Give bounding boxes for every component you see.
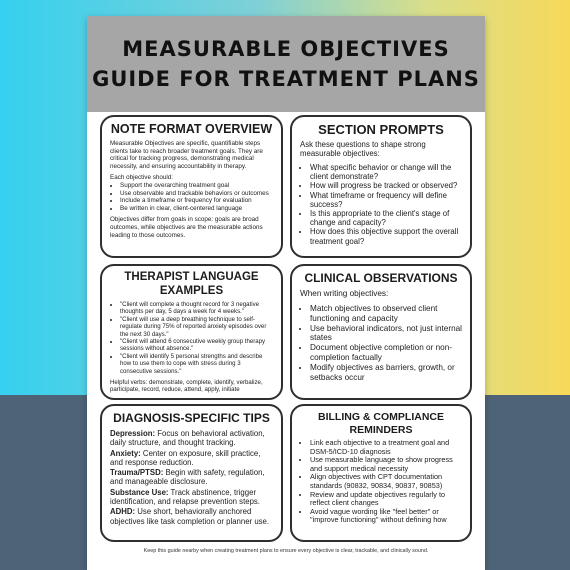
diagnosis-tip	[110, 429, 273, 448]
list-item: • Use observable and trackable behaviors or outcomes	[120, 190, 273, 198]
note-format-closing: Objectives differ from goals in scope: goals are broad outcomes, while objectives are the measurable actions leading to those outcomes.	[110, 216, 263, 239]
list-item: • What specific behavior or change will the client demonstrate?	[310, 163, 462, 181]
list-item: • What timeframe or frequency will define success?	[310, 191, 462, 209]
clinical-observations-lead: When writing objectives:	[300, 289, 389, 298]
list-item: • How does this objective support the overall treatment goal?	[310, 227, 462, 245]
diagnosis-label: Anxiety:	[110, 448, 141, 458]
list-item: • Avoid vague wording like "feel better" or "improve functioning" without defining how	[310, 508, 462, 525]
list-item: • Support the overarching treatment goal	[120, 182, 273, 190]
section-prompts-list	[310, 163, 462, 246]
therapist-language-title-line-2: EXAMPLES	[159, 284, 224, 297]
list-item: • Include a timeframe or frequency for evaluation	[120, 197, 273, 205]
diagnosis-text: Track abstinence, trigger identification, and relapse prevention steps.	[110, 487, 260, 507]
list-item: • "Client will identify 5 personal strengths and describe how to use them to cope with stress during 3 consecutive sessions."	[120, 353, 273, 375]
title-line-1: MEASURABLE OBJECTIVES	[122, 37, 450, 61]
diagnosis-text: Use short, behaviorally anchored objectives like task completion or planner use.	[110, 507, 270, 526]
note-format-list-lead: Each objective should:	[110, 174, 174, 182]
note-format-list	[120, 182, 273, 212]
footer-note: Keep this guide nearby when creating treatment plans to ensure every objective is clear, trackable, and clinically sound.	[143, 548, 429, 554]
diagnosis-tip	[110, 488, 273, 507]
diagnosis-text: Center on exposure, skill practice, and response reduction.	[110, 448, 261, 467]
list-item: • Review and update objectives regularly to reflect client changes	[310, 491, 462, 508]
list-item: • How will progress be tracked or observed?	[310, 181, 462, 190]
clinical-observations-list	[310, 304, 462, 382]
list-item: • Use measurable language to show progress and support medical necessity	[310, 456, 462, 473]
billing-title-line-1: BILLING & COMPLIANCE	[318, 411, 444, 423]
list-item: • Align objectives with CPT documentation standards (90832, 90834, 90837, 90853)	[310, 473, 462, 490]
title-line-2: GUIDE FOR TREATMENT PLANS	[92, 67, 480, 91]
billing-list	[310, 439, 462, 525]
note-format-card	[100, 115, 283, 258]
list-item: • Use behavioral indicators, not just internal states	[310, 324, 462, 344]
list-item: • Link each objective to a treatment goal and DSM-5/ICD-10 diagnosis	[310, 439, 462, 456]
diagnosis-tip	[110, 449, 273, 468]
diagnosis-text: Focus on behavioral activation, daily structure, and thought tracking.	[110, 429, 265, 448]
note-format-intro: Measurable Objectives are specific, quantifiable steps clients take to reach broader treatment goals. They are critical for tracking progress, demonstrating medical necessity, and ensuring accountability in therapy.	[110, 140, 263, 170]
diagnosis-text: Begin with safety, regulation, and manageable disclosure.	[110, 468, 265, 487]
clinical-observations-card	[290, 264, 472, 400]
list-item: • Be written in clear, client-centered language	[120, 205, 273, 213]
list-item: • Is this appropriate to the client's stage of change and capacity?	[310, 209, 462, 227]
clinical-observations-title: CLINICAL OBSERVATIONS	[304, 271, 458, 285]
therapist-language-title-line-1: THERAPIST LANGUAGE	[124, 271, 259, 283]
diagnosis-label: Depression:	[110, 429, 156, 438]
list-item: • "Client will attend 6 consecutive weekly group therapy sessions without absence."	[120, 338, 273, 353]
list-item: • "Client will use a deep breathing technique to self-regulate during 75% of reported anxiety episodes over the next 30 days."	[120, 316, 273, 338]
therapist-language-card	[100, 264, 283, 400]
diagnosis-tip	[110, 468, 273, 487]
diagnosis-tips-title: DIAGNOSIS-SPECIFIC TIPS	[113, 411, 270, 425]
section-prompts-title: SECTION PROMPTS	[318, 122, 444, 137]
therapist-language-title	[110, 271, 273, 298]
list-item: • Modify objectives as barriers, growth, or setbacks occur	[310, 363, 462, 383]
helpful-verbs: Helpful verbs: demonstrate, complete, identify, verbalize, participate, record, reduce, attend, apply, initiate	[110, 379, 263, 394]
diagnosis-tips-card	[100, 404, 283, 542]
billing-title-line-2: REMINDERS	[349, 423, 413, 436]
note-format-title: NOTE FORMAT OVERVIEW	[110, 122, 273, 136]
guide-sheet	[87, 16, 485, 570]
diagnosis-label: Trauma/PTSD:	[110, 468, 164, 478]
list-item: • Document objective completion or non-completion factually	[310, 343, 462, 363]
list-item: • Match objectives to observed client functioning and capacity	[310, 304, 462, 324]
diagnosis-label: Substance Use:	[110, 487, 169, 497]
list-item: • "Client will complete a thought record for 3 negative thoughts per day, 5 days a week for 4 weeks."	[120, 301, 273, 316]
therapist-language-list	[120, 301, 273, 375]
billing-compliance-card	[290, 404, 472, 542]
title-banner	[87, 16, 485, 112]
diagnosis-label: ADHD:	[110, 507, 136, 517]
billing-title	[300, 411, 462, 436]
section-prompts-card	[290, 115, 472, 258]
diagnosis-tip	[110, 507, 273, 526]
section-prompts-lead: Ask these questions to shape strong measurable objectives:	[300, 140, 426, 158]
